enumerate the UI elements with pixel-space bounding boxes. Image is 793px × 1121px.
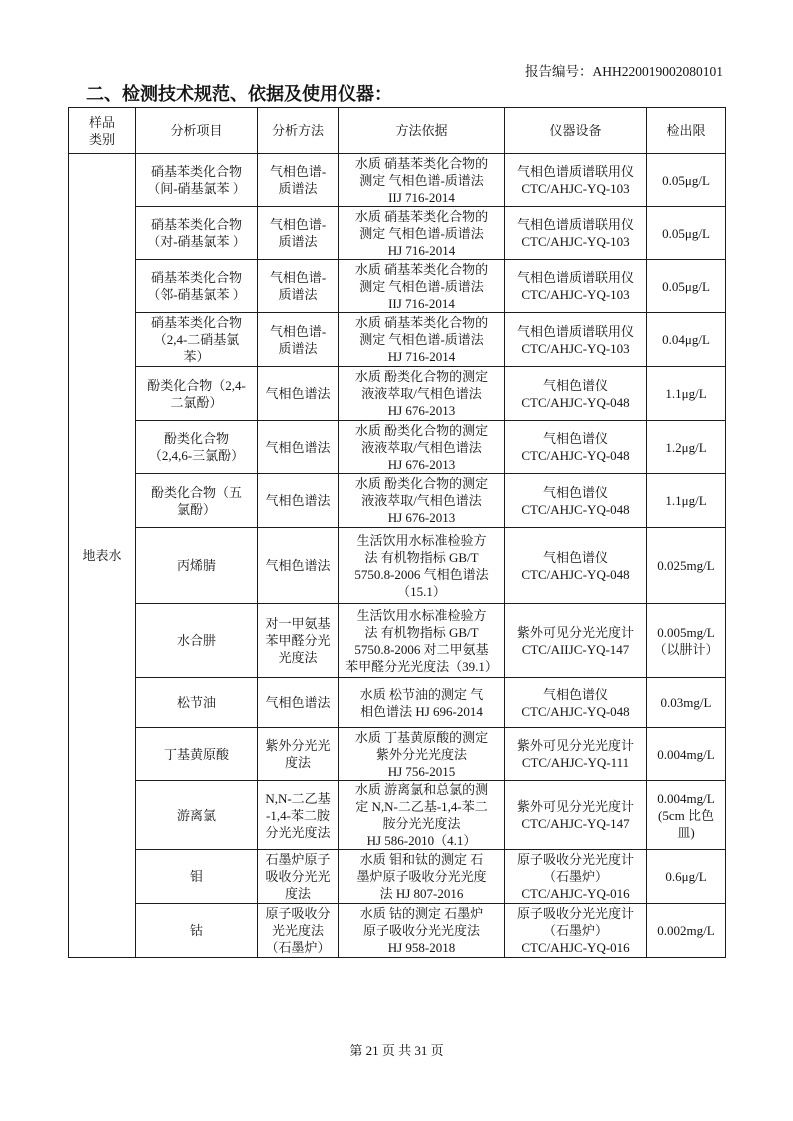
method-cell: 气相色谱- 质谱法 — [258, 154, 339, 207]
basis-cell: 水质 游离氯和总氯的测 定 N,N-二乙基-1,4-苯二 胺分光光度法 HJ 586-2010（4.1） — [339, 781, 505, 850]
table-row — [69, 421, 726, 474]
limit-cell: 0.025mg/L — [647, 528, 726, 604]
basis-cell: 水质 钼和钛的测定 石 墨炉原子吸收分光光度 法 HJ 807-2016 — [339, 850, 505, 904]
limit-cell: 1.1μg/L — [647, 474, 726, 528]
limit-cell: 0.03mg/L — [647, 678, 726, 728]
instrument-cell: 气相色谱质谱联用仪 CTC/AHJC-YQ-103 — [505, 154, 647, 207]
method-cell: 气相色谱法 — [258, 474, 339, 528]
instrument-cell: 紫外可见分光光度计 CTC/AHJC-YQ-111 — [505, 728, 647, 781]
instrument-cell: 紫外可见分光光度计 CTC/AIIJC-YQ-147 — [505, 604, 647, 678]
page-number-footer: 第 21 页 共 31 页 — [349, 1043, 444, 1058]
method-cell: 气相色谱法 — [258, 528, 339, 604]
item-cell: 硝基苯类化合物 （对-硝基氯苯 ） — [136, 207, 258, 260]
instrument-cell: 紫外可见分光光度计 CTC/AHJC-YQ-147 — [505, 781, 647, 850]
instrument-cell: 气相色谱仪 CTC/AHJC-YQ-048 — [505, 474, 647, 528]
limit-cell: 0.05μg/L — [647, 260, 726, 313]
limit-cell: 0.005mg/L （以肼计） — [647, 604, 726, 678]
method-cell: 气相色谱法 — [258, 678, 339, 728]
basis-cell: 水质 丁基黄原酸的测定 紫外分光光度法 HJ 756-2015 — [339, 728, 505, 781]
basis-cell: 水质 硝基苯类化合物的 测定 气相色谱-质谱法 IIJ 716-2014 — [339, 154, 505, 207]
limit-cell: 1.2μg/L — [647, 421, 726, 474]
instrument-cell: 气相色谱质谱联用仪 CTC/AHJC-YQ-103 — [505, 260, 647, 313]
report-number: 报告编号：AHH220019002080101 — [525, 64, 723, 79]
instrument-cell: 气相色谱仪 CTC/AHJC-YQ-048 — [505, 528, 647, 604]
method-cell: 气相色谱法 — [258, 421, 339, 474]
item-cell: 游离氯 — [136, 781, 258, 850]
item-cell: 丁基黄原酸 — [136, 728, 258, 781]
item-cell: 酚类化合物 （2,4,6-三氯酚） — [136, 421, 258, 474]
item-cell: 酚类化合物（五 氯酚） — [136, 474, 258, 528]
table-row — [69, 260, 726, 313]
test-specification-table — [68, 107, 726, 958]
table-row — [69, 367, 726, 421]
method-cell: 紫外分光光 度法 — [258, 728, 339, 781]
header-item: 分析项目 — [136, 108, 258, 154]
instrument-cell: 气相色谱仪 CTC/AHJC-YQ-048 — [505, 367, 647, 421]
limit-cell: 0.004mg/L — [647, 728, 726, 781]
limit-cell: 1.1μg/L — [647, 367, 726, 421]
table-row — [69, 154, 726, 207]
item-cell: 酚类化合物（2,4- 二氯酚） — [136, 367, 258, 421]
limit-cell: 0.6μg/L — [647, 850, 726, 904]
instrument-cell: 原子吸收分光光度计 （石墨炉） CTC/AHJC-YQ-016 — [505, 904, 647, 958]
limit-cell: 0.05μg/L — [647, 154, 726, 207]
instrument-cell: 气相色谱质谱联用仪 CTC/AHJC-YQ-103 — [505, 207, 647, 260]
instrument-cell: 气相色谱仪 CTC/AHJC-YQ-048 — [505, 421, 647, 474]
method-cell: 气相色谱法 — [258, 367, 339, 421]
basis-cell: 水质 硝基苯类化合物的 测定 气相色谱-质谱法 HJ 716-2014 — [339, 313, 505, 367]
table-row — [69, 474, 726, 528]
table-header — [69, 108, 726, 154]
basis-cell: 生活饮用水标准检验方 法 有机物指标 GB/T 5750.8-2006 对二甲氨基 苯甲醛分光光度法（39.1） — [339, 604, 505, 678]
header-row — [69, 108, 726, 154]
basis-cell: 水质 酚类化合物的测定 液液萃取/气相色谱法 HJ 676-2013 — [339, 474, 505, 528]
table-row — [69, 207, 726, 260]
limit-cell: 0.04μg/L — [647, 313, 726, 367]
header-instrument: 仪器设备 — [505, 108, 647, 154]
sample-category-cell: 地表水 — [69, 154, 136, 958]
method-cell: 石墨炉原子 吸收分光光 度法 — [258, 850, 339, 904]
item-cell: 钴 — [136, 904, 258, 958]
table-row — [69, 781, 726, 850]
table-row — [69, 904, 726, 958]
basis-cell: 水质 硝基苯类化合物的 测定 气相色谱-质谱法 IIJ 716-2014 — [339, 260, 505, 313]
table-row — [69, 313, 726, 367]
header-sample-category: 样品 类别 — [69, 108, 136, 154]
limit-cell: 0.05μg/L — [647, 207, 726, 260]
section-title: 二、检测技术规范、依据及使用仪器： — [86, 84, 392, 104]
method-cell: 气相色谱- 质谱法 — [258, 260, 339, 313]
item-cell: 丙烯腈 — [136, 528, 258, 604]
basis-cell: 水质 硝基苯类化合物的 测定 气相色谱-质谱法 HJ 716-2014 — [339, 207, 505, 260]
limit-cell: 0.004mg/L (5cm 比色 皿) — [647, 781, 726, 850]
table-row — [69, 850, 726, 904]
instrument-cell: 原子吸收分光光度计 （石墨炉） CTC/AHJC-YQ-016 — [505, 850, 647, 904]
method-cell: 原子吸收分 光光度法 （石墨炉） — [258, 904, 339, 958]
table-row — [69, 728, 726, 781]
item-cell: 松节油 — [136, 678, 258, 728]
basis-cell: 水质 酚类化合物的测定 液液萃取/气相色谱法 HJ 676-2013 — [339, 421, 505, 474]
basis-cell: 水质 酚类化合物的测定 液液萃取/气相色谱法 HJ 676-2013 — [339, 367, 505, 421]
item-cell: 硝基苯类化合物 （间-硝基氯苯 ） — [136, 154, 258, 207]
method-cell: 气相色谱- 质谱法 — [258, 313, 339, 367]
item-cell: 硝基苯类化合物 （2,4-二硝基氯 苯） — [136, 313, 258, 367]
limit-cell: 0.002mg/L — [647, 904, 726, 958]
item-cell: 水合肼 — [136, 604, 258, 678]
header-basis: 方法依据 — [339, 108, 505, 154]
method-cell: N,N-二乙基 -1,4-苯二胺 分光光度法 — [258, 781, 339, 850]
item-cell: 钼 — [136, 850, 258, 904]
instrument-cell: 气相色谱质谱联用仪 CTC/AHJC-YQ-103 — [505, 313, 647, 367]
table-body — [69, 154, 726, 958]
basis-cell: 生活饮用水标准检验方 法 有机物指标 GB/T 5750.8-2006 气相色谱法 （15.1） — [339, 528, 505, 604]
method-cell: 对一甲氨基 苯甲醛分光 光度法 — [258, 604, 339, 678]
header-method: 分析方法 — [258, 108, 339, 154]
method-cell: 气相色谱- 质谱法 — [258, 207, 339, 260]
item-cell: 硝基苯类化合物 （邻-硝基氯苯 ） — [136, 260, 258, 313]
instrument-cell: 气相色谱仪 CTC/AHJC-YQ-048 — [505, 678, 647, 728]
table-row — [69, 678, 726, 728]
table-row — [69, 604, 726, 678]
table-row — [69, 528, 726, 604]
basis-cell: 水质 钴的测定 石墨炉 原子吸收分光光度法 HJ 958-2018 — [339, 904, 505, 958]
header-limit: 检出限 — [647, 108, 726, 154]
basis-cell: 水质 松节油的测定 气 相色谱法 HJ 696-2014 — [339, 678, 505, 728]
